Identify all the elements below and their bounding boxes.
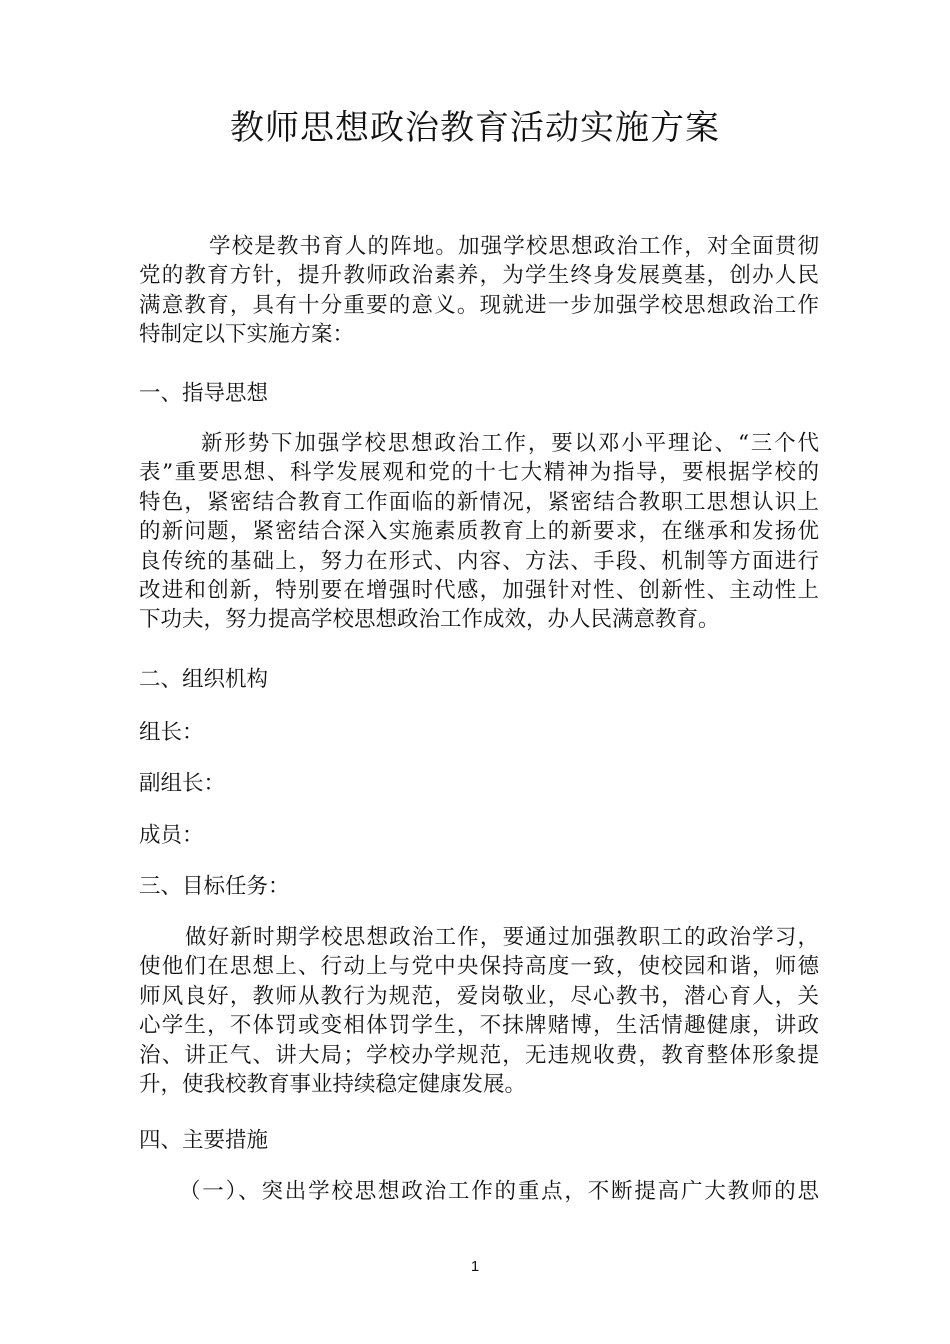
measures-paragraph: [139, 1177, 819, 1206]
section-heading-organization: 二、组织机构: [139, 667, 269, 692]
paragraph-line: （一）、突出学校思想政治工作的重点，不断提高广大教师的思: [179, 1179, 819, 1204]
paragraph-line: 特色，紧密结合教育工作面临的新情况，紧密结合教职工思想认识上: [139, 489, 819, 515]
goals-paragraph: [139, 923, 819, 1099]
deputy-leader-label: 副组长：: [139, 771, 226, 796]
section-heading-guiding-ideology: 一、指导思想: [139, 381, 269, 406]
paragraph-line: 良传统的基础上，努力在形式、内容、方法、手段、机制等方面进行: [139, 548, 819, 574]
guiding-ideology-paragraph: [139, 429, 819, 635]
paragraph-line: 治、讲正气、讲大局；学校办学规范，无违规收费，教育整体形象提: [139, 1042, 819, 1068]
intro-line: 学校是教书育人的阵地。加强学校思想政治工作，对全面贯彻: [209, 234, 819, 259]
paragraph-line: 改进和创新，特别要在增强时代感，加强针对性、创新性、主动性上: [139, 578, 819, 604]
paragraph-line: 升，使我校教育事业持续稳定健康发展。: [139, 1072, 527, 1098]
paragraph-line: 的新问题，紧密结合深入实施素质教育上的新要求，在继承和发扬优: [139, 519, 819, 545]
paragraph-line: 心学生，不体罚或变相体罚学生，不抹牌赌博，生活情趣健康，讲政: [139, 1013, 819, 1039]
paragraph-line: 使他们在思想上、行动上与党中央保持高度一致，使校园和谐，师德: [139, 954, 819, 980]
members-label: 成员：: [139, 823, 204, 848]
paragraph-line: 做好新时期学校思想政治工作，要通过加强教职工的政治学习，: [185, 925, 819, 950]
intro-line: 党的教育方针，提升教师政治素养，为学生终身发展奠基，创办人民: [139, 263, 819, 289]
section-heading-measures: 四、主要措施: [139, 1128, 269, 1153]
document-title: 教师思想政治教育活动实施方案: [230, 108, 720, 148]
intro-paragraph: [139, 232, 819, 350]
group-leader-label: 组长：: [139, 720, 204, 745]
intro-line: 满意教育，具有十分重要的意义。现就进一步加强学校思想政治工作: [139, 292, 819, 318]
paragraph-line: 师风良好，教师从教行为规范，爱岗敬业，尽心教书，潜心育人，关: [139, 983, 819, 1009]
paragraph-line: 下功夫，努力提高学校思想政治工作成效，办人民满意教育。: [139, 607, 720, 633]
paragraph-line: 新形势下加强学校思想政治工作，要以邓小平理论、“三个代: [201, 431, 819, 456]
paragraph-line: 表”重要思想、科学发展观和党的十七大精神为指导，要根据学校的: [139, 460, 819, 486]
intro-line: 特制定以下实施方案：: [139, 322, 355, 348]
page-number: 1: [470, 1258, 480, 1275]
section-heading-goals: 三、目标任务：: [139, 874, 290, 899]
